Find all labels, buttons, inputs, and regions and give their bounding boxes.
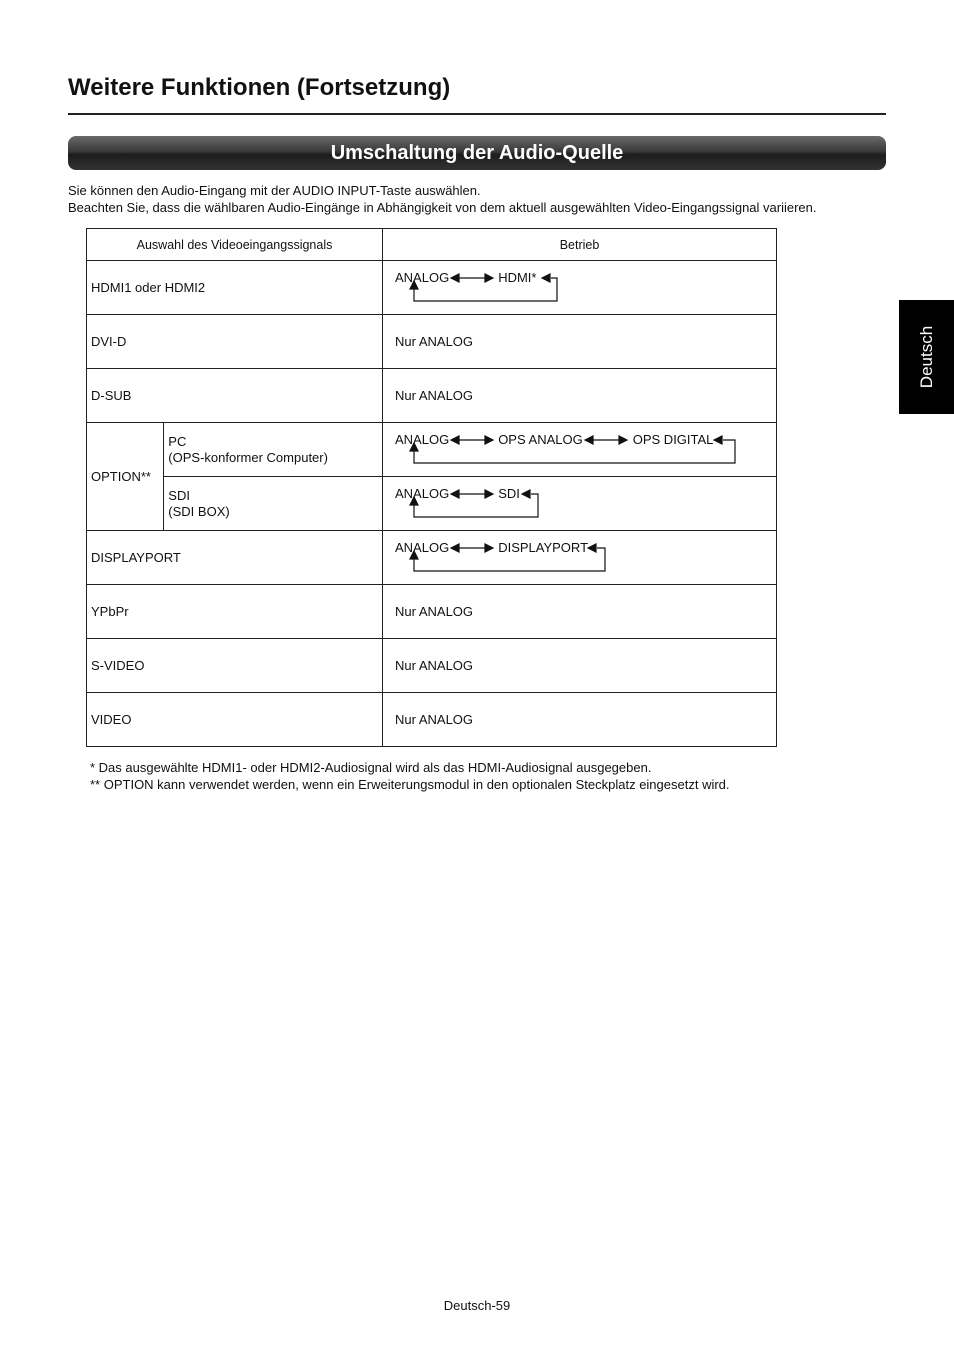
intro-line: Beachten Sie, dass die wählbaren Audio-Eingänge in Abhängigkeit von dem aktuell ausgewählten Video-Eingangssignal variieren. xyxy=(68,200,817,215)
option-hdmi: HDMI* xyxy=(498,270,537,285)
option-analog: ANALOG xyxy=(395,486,450,501)
table-row xyxy=(87,261,777,315)
page-title: Weitere Funktionen (Fortsetzung) xyxy=(68,74,451,101)
table-row xyxy=(87,585,777,639)
option-displayport: DISPLAYPORT xyxy=(498,540,589,555)
operation-cell: Nur ANALOG xyxy=(383,693,777,747)
page-number: Deutsch-59 xyxy=(443,1298,511,1313)
table-row xyxy=(87,693,777,747)
table-row xyxy=(87,639,777,693)
table-header-row xyxy=(87,229,777,261)
sub-signal-name: SDI xyxy=(168,487,190,503)
option-ops-analog: OPS ANALOG xyxy=(498,432,583,447)
cycle-label xyxy=(395,270,536,285)
cycle-label xyxy=(395,432,713,447)
signal-subcell xyxy=(164,477,383,531)
option-analog: ANALOG xyxy=(395,432,450,447)
audio-source-table xyxy=(86,228,777,747)
footnote: * Das ausgewählte HDMI1- oder HDMI2-Audiosignal wird als das HDMI-Audiosignal ausgegeben. xyxy=(90,760,652,775)
signal-cell: S-VIDEO xyxy=(87,639,383,693)
title-divider xyxy=(68,113,886,115)
table-row xyxy=(87,315,777,369)
signal-cell: YPbPr xyxy=(87,585,383,639)
signal-cell: OPTION** xyxy=(87,423,164,531)
operation-cell: Nur ANALOG xyxy=(383,585,777,639)
signal-cell: HDMI1 oder HDMI2 xyxy=(87,261,383,315)
operation-cell: Nur ANALOG xyxy=(383,369,777,423)
column-header-operation: Betrieb xyxy=(383,229,777,261)
language-tab xyxy=(899,300,954,414)
sub-signal-desc: (SDI BOX) xyxy=(168,503,230,519)
option-ops-digital: OPS DIGITAL xyxy=(632,432,714,447)
table-row xyxy=(87,369,777,423)
signal-cell: DVI-D xyxy=(87,315,383,369)
operation-cell xyxy=(383,477,777,531)
footnote: ** OPTION kann verwendet werden, wenn ein Erweiterungsmodul in den optionalen Steckplatz eingesetzt wird. xyxy=(90,777,730,792)
sub-signal-name: PC xyxy=(168,433,187,449)
footnotes xyxy=(90,759,730,793)
intro-text xyxy=(68,182,817,216)
option-analog: ANALOG xyxy=(395,270,450,285)
signal-cell: VIDEO xyxy=(87,693,383,747)
operation-cell xyxy=(383,261,777,315)
signal-subcell xyxy=(164,423,383,477)
section-heading: Umschaltung der Audio-Quelle xyxy=(68,136,886,170)
operation-cell: Nur ANALOG xyxy=(383,639,777,693)
table-row xyxy=(87,423,777,477)
signal-cell: DISPLAYPORT xyxy=(87,531,383,585)
table-row xyxy=(87,531,777,585)
intro-line: Sie können den Audio-Eingang mit der AUDIO INPUT-Taste auswählen. xyxy=(68,183,481,198)
language-tab-label: Deutsch xyxy=(916,325,936,389)
cycle-label xyxy=(395,540,588,555)
operation-cell: Nur ANALOG xyxy=(383,315,777,369)
column-header-signal: Auswahl des Videoeingangssignals xyxy=(87,229,383,261)
cycle-label xyxy=(395,486,520,501)
sub-signal-desc: (OPS-konformer Computer) xyxy=(168,449,328,465)
operation-cell xyxy=(383,423,777,477)
operation-cell xyxy=(383,531,777,585)
table-row xyxy=(87,477,777,531)
signal-cell: D-SUB xyxy=(87,369,383,423)
option-sdi: SDI xyxy=(498,486,520,501)
option-analog: ANALOG xyxy=(395,540,450,555)
